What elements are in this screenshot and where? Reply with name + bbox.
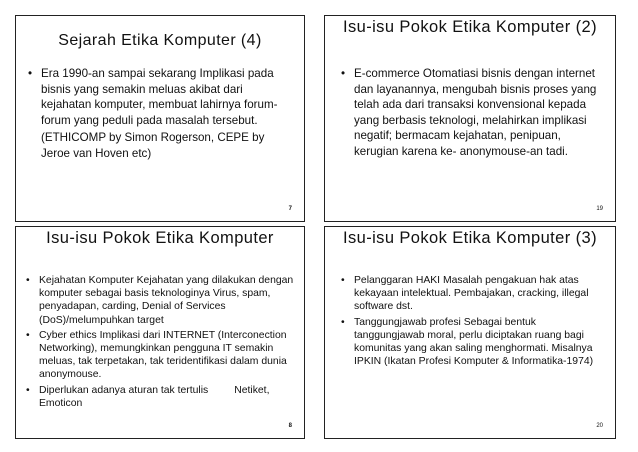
- slide-title: Isu-isu Pokok Etika Komputer (2): [343, 18, 597, 36]
- page-number: 19: [596, 206, 603, 212]
- bullet-list: [341, 274, 607, 370]
- bullet-item: [26, 384, 296, 410]
- slide-isu-pokok: [15, 226, 305, 439]
- slide-title: Isu-isu Pokok Etika Komputer (3): [343, 229, 597, 247]
- bullet-item: • Era 1990-an sampai sekarang Implikasi pada bisnis yang semakin meluas akibat dari kejahatan komputer, membuat lahirnya forum-forum yang peduli pada masalah tersebut.: [28, 66, 296, 128]
- page-number: 7: [288, 206, 292, 212]
- slide-title: Isu-isu Pokok Etika Komputer: [46, 229, 274, 247]
- bullet-list: [26, 274, 296, 412]
- bullet-text: Netiket, Emoticon: [39, 384, 270, 409]
- bullet-item: • Kejahatan Komputer Kejahatan yang dilakukan dengan komputer sebagai basis teknologinya Virus, spam, penyadapan, carding, Denial of Services (DoS)/melumpuhkan target: [26, 274, 296, 327]
- page-number: 8: [288, 423, 292, 429]
- bullet-item: • Tanggungjawab profesi Sebagai bentuk tanggungjawab moral, perlu diciptakan ruang bagi komunitas yang akan saling menghormati. Misalnya IPKIN (Ikatan Profesi Komputer & Informatika-1974): [341, 316, 607, 369]
- bullet-list: [341, 66, 607, 162]
- bullet-item: • E-commerce Otomatiasi bisnis dengan internet dan layanannya, mengubah bisnis proses yang telah ada dari transaksi konvensional kepada yang berbasis teknologi, melahirkan implikasi negatif; bermacam kejahatan, penipuan, kerugian karena ke- anonymouse-an tadi.: [341, 66, 607, 160]
- bullet-text: Diperlukan adanya aturan tak tertulis: [39, 384, 209, 396]
- slide-isu-pokok-2: [324, 15, 616, 222]
- bullet-list: [28, 66, 296, 162]
- page-number: 20: [596, 423, 603, 429]
- slide-sejarah-etika-komputer-4: [15, 15, 305, 222]
- bullet-sub-text: (ETHICOMP by Simon Rogerson, CEPE by Jeroe van Hoven etc): [41, 131, 265, 160]
- bullet-item: • Pelanggaran HAKI Masalah pengakuan hak atas kekayaan intelektual. Pembajakan, cracking, illegal software dst.: [341, 274, 607, 314]
- slide-isu-pokok-3: [324, 226, 616, 439]
- bullet-item: • Cyber ethics Implikasi dari INTERNET (Interconection Networking), memungkinkan pengguna IT semakin meluas, tak terpetakan, tak teridentifikasi dalam dunia anonymouse.: [26, 329, 296, 382]
- slide-title: Sejarah Etika Komputer (4): [58, 32, 262, 49]
